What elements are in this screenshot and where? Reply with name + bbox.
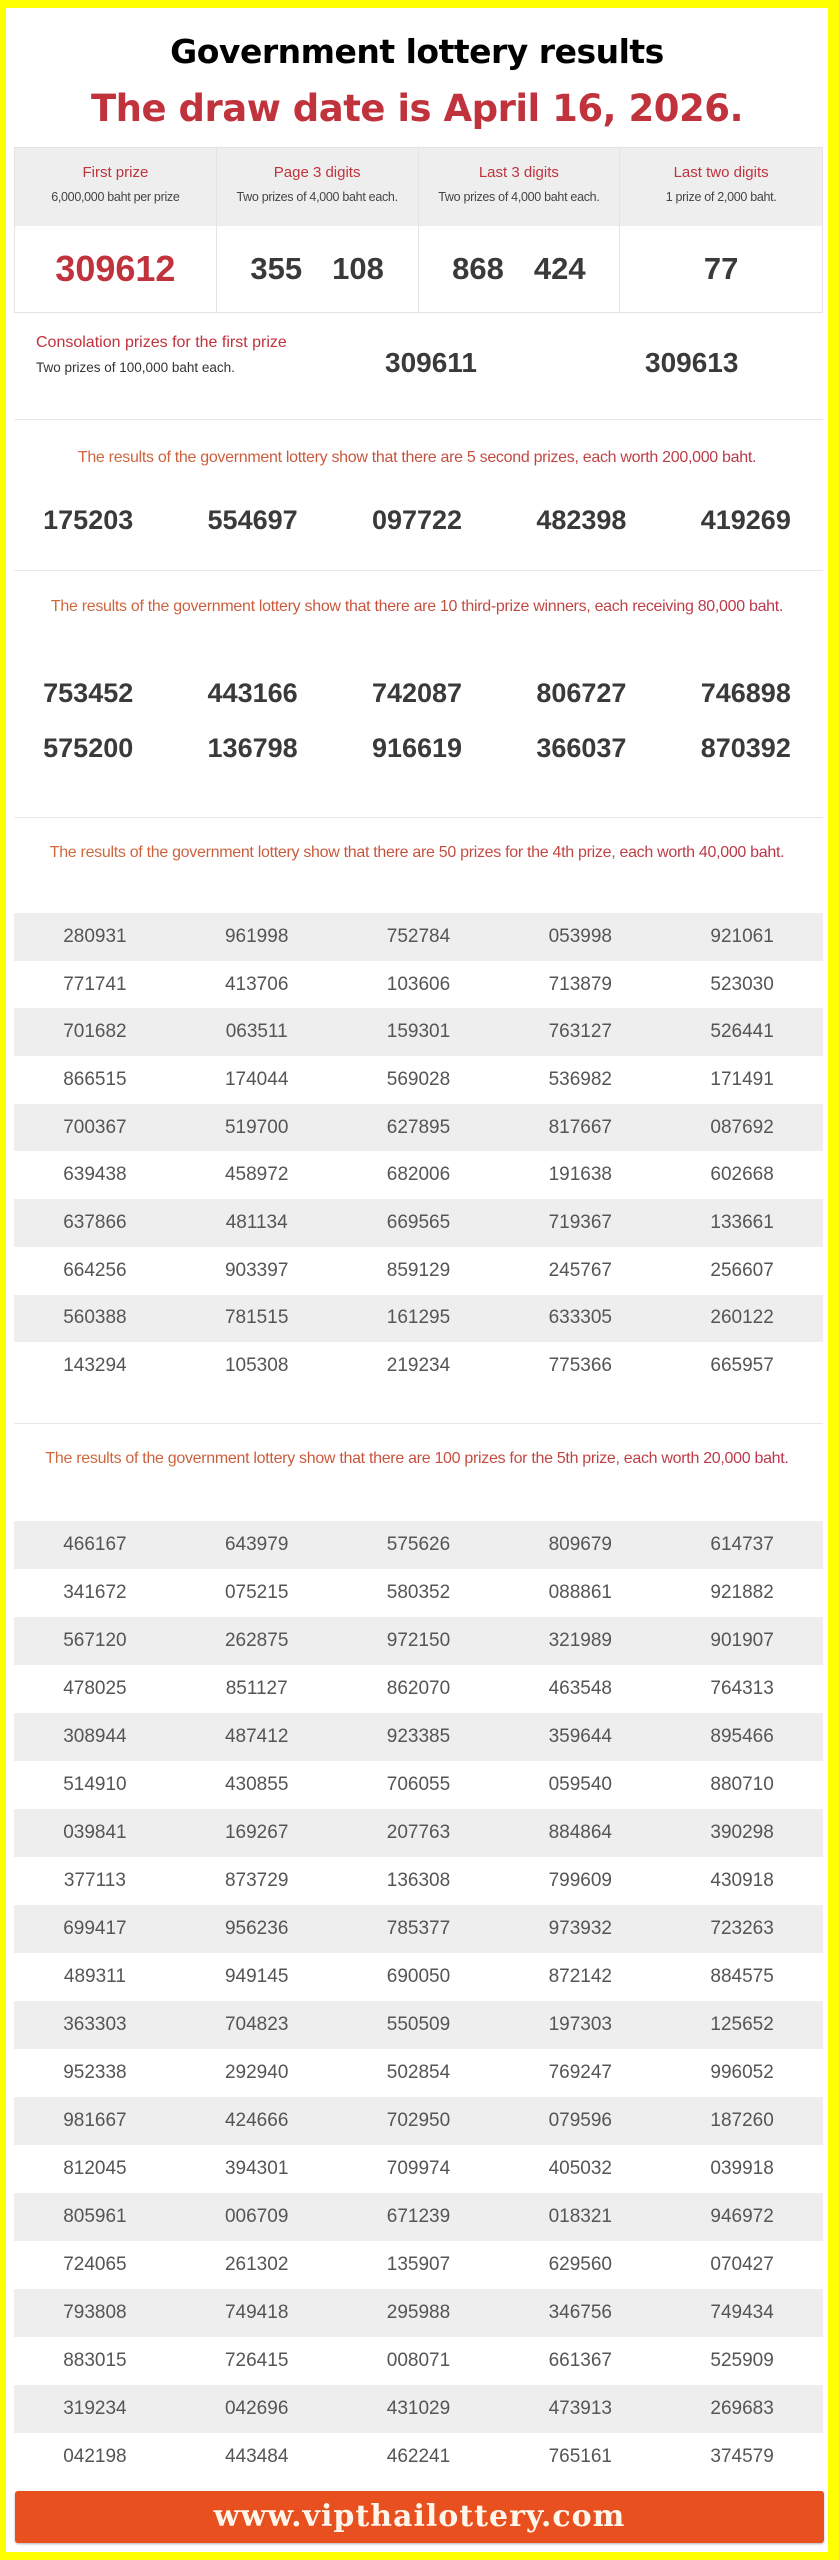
prize-number: 550509: [386, 2014, 451, 2035]
prize-number: 463548: [548, 1678, 612, 1699]
prize-number: 949145: [224, 1966, 289, 1987]
header-sub: 6,000,000 baht per prize: [51, 190, 180, 204]
prize-number: 884575: [710, 1966, 774, 1987]
prize-number: 575626: [386, 1534, 451, 1555]
prize-number: 430855: [224, 1774, 289, 1795]
table-row: [14, 961, 823, 1009]
prize-number: 394301: [224, 2158, 289, 2179]
fifth-prize-description: The results of the government lottery show that there are 100 prizes for the 5th prize, each worth 20,000 baht.: [18, 1446, 816, 1471]
table-row: [14, 1056, 823, 1104]
prize-number: 018321: [548, 2206, 612, 2227]
table-row: [14, 1761, 823, 1809]
prize-number: 261302: [224, 2254, 289, 2275]
table-row: [14, 1617, 823, 1665]
prize-number: 785377: [386, 1918, 451, 1939]
table-row: [14, 1713, 823, 1761]
prize-number: 419269: [700, 505, 791, 535]
prize-number: 292940: [224, 2062, 289, 2083]
prize-number: 525909: [710, 2350, 774, 2371]
results-page: [6, 8, 828, 2552]
prize-number: 059540: [548, 1774, 612, 1795]
prize-number: 868: [452, 251, 504, 286]
last-3-digits-header: [419, 148, 621, 226]
table-row: [14, 1342, 823, 1390]
prize-number: 377113: [63, 1870, 126, 1891]
consolation-label: Consolation prizes for the first prize: [36, 334, 287, 351]
prize-number: 749434: [710, 2302, 774, 2323]
prize-number: 187260: [710, 2110, 774, 2131]
prize-number: 643979: [224, 1534, 289, 1555]
prize-number: 097722: [371, 505, 463, 535]
header-label: Page 3 digits: [273, 164, 361, 181]
prize-number: 866515: [63, 1068, 127, 1090]
prize-number: 903397: [224, 1259, 289, 1281]
divider: [14, 1423, 823, 1424]
header-label: Last two digits: [673, 164, 769, 181]
top-prizes-table: [14, 147, 823, 313]
last-2-digits-header: [620, 148, 822, 226]
prize-number: 489311: [63, 1966, 126, 1987]
prize-number: 633305: [548, 1307, 612, 1329]
prize-number: 637866: [63, 1211, 127, 1233]
prize-number: 536982: [548, 1068, 612, 1090]
prize-number: 956236: [224, 1918, 289, 1939]
table-row: [14, 2097, 823, 2145]
table-row: [14, 1295, 823, 1343]
prize-number: 079596: [548, 2110, 612, 2131]
prize-number: 191638: [548, 1164, 612, 1186]
prize-number: 805961: [63, 2206, 127, 2227]
prize-number: 143294: [63, 1355, 127, 1377]
prize-number: 133661: [710, 1211, 774, 1233]
prize-number: 973932: [548, 1918, 612, 1939]
prize-number: 946972: [710, 2206, 774, 2227]
prize-number: 171491: [710, 1068, 774, 1090]
front-3-digits-cell: [217, 226, 419, 312]
prize-number: 219234: [386, 1355, 451, 1377]
prize-number: 629560: [548, 2254, 612, 2275]
prize-number: 704823: [224, 2014, 289, 2035]
prize-number: 923385: [386, 1726, 451, 1747]
prize-number: 764313: [710, 1678, 774, 1699]
table-row: [14, 2193, 823, 2241]
prize-number: 341672: [63, 1582, 127, 1603]
prize-number: 280931: [63, 925, 127, 947]
prize-number: 862070: [386, 1678, 451, 1699]
prize-number: 873729: [224, 1870, 289, 1891]
first-prize-cell: [15, 226, 217, 312]
table-row: [14, 913, 823, 961]
prize-number: 952338: [63, 2062, 127, 2083]
prize-number: 260122: [710, 1307, 774, 1329]
prize-number: 006709: [224, 2206, 289, 2227]
prize-number: 466167: [63, 1534, 127, 1555]
prize-number: 053998: [548, 925, 612, 947]
divider: [14, 570, 823, 571]
prize-number: 709974: [386, 2158, 451, 2179]
prize-number: 519700: [224, 1116, 289, 1138]
prize-number: 961998: [224, 925, 289, 947]
divider: [14, 817, 823, 818]
prize-number: 136798: [207, 733, 298, 763]
header-sub: 1 prize of 2,000 baht.: [665, 190, 777, 204]
first-prize-number: 309612: [55, 248, 176, 289]
prize-number: 569028: [386, 1068, 451, 1090]
prize-number: 159301: [386, 1021, 451, 1043]
table-row: [14, 1665, 823, 1713]
consolation-sub: Two prizes of 100,000 baht each.: [36, 360, 235, 375]
prize-number: 706055: [386, 1774, 451, 1795]
prize-number: 319234: [63, 2398, 127, 2419]
table-row: [14, 1008, 823, 1056]
consolation-prizes: [6, 326, 828, 396]
prize-number: 355: [250, 251, 303, 286]
table-row: [14, 1521, 823, 1569]
prize-number: 487412: [224, 1726, 289, 1747]
prize-number: 087692: [710, 1116, 774, 1138]
prize-number: 462241: [386, 2446, 451, 2467]
prize-number: 765161: [548, 2446, 612, 2467]
prize-number: 063511: [225, 1021, 288, 1043]
prize-number: 262875: [224, 1630, 289, 1651]
prize-number: 424: [533, 251, 586, 286]
prize-number: 039841: [63, 1822, 127, 1843]
prize-number: 981667: [63, 2110, 127, 2131]
prize-number: 627895: [386, 1116, 451, 1138]
table-row: [14, 2001, 823, 2049]
prize-number: 859129: [386, 1259, 451, 1281]
prize-number: 682006: [386, 1164, 451, 1186]
prize-number: 602668: [710, 1164, 774, 1186]
prize-number: 775366: [548, 1355, 612, 1377]
prize-number: 719367: [548, 1211, 612, 1233]
prize-number: 726415: [224, 2350, 289, 2371]
first-prize-header: [15, 148, 217, 226]
table-row: [14, 2337, 823, 2385]
prize-number: 108: [332, 251, 384, 286]
prize-number: 883015: [63, 2350, 127, 2371]
table-row: [14, 1905, 823, 1953]
prize-number: 560388: [63, 1307, 127, 1329]
prize-number: 724065: [63, 2254, 127, 2275]
prize-number: 763127: [548, 1021, 612, 1043]
table-row: [14, 1857, 823, 1905]
prize-number: 614737: [710, 1534, 774, 1555]
prize-number: 514910: [63, 1774, 127, 1795]
prize-number: 366037: [536, 733, 627, 763]
prize-number: 809679: [548, 1534, 612, 1555]
website-banner[interactable]: www.vipthailottery.com: [15, 2491, 824, 2543]
header-sub: Two prizes of 4,000 baht each.: [236, 190, 398, 204]
prize-number: 567120: [63, 1630, 127, 1651]
table-row: [14, 2049, 823, 2097]
prize-number: 921061: [710, 925, 774, 947]
prize-number: 799609: [548, 1870, 612, 1891]
table-row: [14, 2433, 823, 2481]
prize-number: 742087: [371, 678, 463, 708]
second-prize-numbers: [6, 493, 828, 548]
prize-number: 671239: [386, 2206, 451, 2227]
prize-number: 749418: [224, 2302, 289, 2323]
prize-number: 895466: [710, 1726, 774, 1747]
prize-number: 669565: [386, 1211, 451, 1233]
prize-number: 175203: [43, 505, 134, 535]
prize-number: 812045: [63, 2158, 127, 2179]
prize-number: 851127: [225, 1678, 288, 1699]
prize-number: 174044: [224, 1068, 289, 1090]
prize-number: 431029: [386, 2398, 451, 2419]
prize-number: 713879: [548, 973, 612, 995]
divider: [14, 419, 823, 420]
prize-number: 008071: [386, 2350, 451, 2371]
prize-number: 161295: [386, 1307, 451, 1329]
table-row: [14, 2145, 823, 2193]
fifth-prize-table: [14, 1521, 823, 2481]
prize-number: 690050: [386, 1966, 451, 1987]
prize-number: 661367: [548, 2350, 612, 2371]
table-row: [14, 2289, 823, 2337]
prize-number: 424666: [224, 2110, 289, 2131]
prize-number: 346756: [548, 2302, 612, 2323]
prize-number: 374579: [710, 2446, 774, 2467]
prize-number: 699417: [63, 1918, 127, 1939]
prize-number: 125652: [710, 2014, 774, 2035]
prize-number: 458972: [224, 1164, 289, 1186]
prize-number: 105308: [224, 1355, 289, 1377]
prize-number: 070427: [710, 2254, 774, 2275]
table-row: [14, 1151, 823, 1199]
prize-number: 245767: [548, 1259, 612, 1281]
prize-number: 554697: [207, 505, 298, 535]
prize-number: 870392: [700, 733, 791, 763]
prize-number: 639438: [63, 1164, 127, 1186]
header-label: Last 3 digits: [478, 164, 559, 181]
prize-number: 771741: [63, 973, 127, 995]
prize-number: 523030: [710, 973, 774, 995]
prize-number: 769247: [548, 2062, 612, 2083]
prize-number: 872142: [548, 1966, 612, 1987]
last-3-digits-cell: [419, 226, 621, 312]
prize-number: 295988: [386, 2302, 451, 2323]
prize-number: 482398: [536, 505, 627, 535]
prize-number: 526441: [710, 1021, 774, 1043]
prize-number: 817667: [548, 1116, 612, 1138]
header-sub: Two prizes of 4,000 baht each.: [438, 190, 600, 204]
prize-number: 135907: [386, 2254, 451, 2275]
prize-number: 884864: [548, 1822, 612, 1843]
consolation-number: 309613: [645, 347, 739, 378]
prize-number: 207763: [386, 1822, 451, 1843]
prize-number: 996052: [710, 2062, 774, 2083]
prize-number: 042696: [224, 2398, 289, 2419]
table-row: [14, 1569, 823, 1617]
prize-number: 390298: [710, 1822, 774, 1843]
prize-number: 880710: [710, 1774, 774, 1795]
prize-number: 702950: [386, 2110, 451, 2131]
prize-number: 580352: [386, 1582, 451, 1603]
front-3-digits-header: [217, 148, 419, 226]
table-row: [14, 1104, 823, 1152]
prize-number: 308944: [63, 1726, 127, 1747]
third-prize-numbers: [6, 666, 828, 776]
prize-number: 473913: [548, 2398, 612, 2419]
table-row: [14, 1953, 823, 2001]
table-row: [14, 2241, 823, 2289]
prize-number: 430918: [710, 1870, 774, 1891]
prize-number: 665957: [710, 1355, 774, 1377]
prize-number: 921882: [710, 1582, 774, 1603]
prize-number: 413706: [224, 973, 289, 995]
prize-number: 197303: [548, 2014, 612, 2035]
prize-number: 075215: [224, 1582, 289, 1603]
prize-number: 746898: [700, 678, 791, 708]
prize-number: 042198: [63, 2446, 127, 2467]
prize-number: 321989: [548, 1630, 612, 1651]
prize-number: 664256: [63, 1259, 127, 1281]
prize-number: 723263: [710, 1918, 774, 1939]
table-row: [14, 1199, 823, 1247]
second-prize-description: The results of the government lottery show that there are 5 second prizes, each worth 200,000 baht.: [18, 445, 816, 470]
prize-number: 405032: [548, 2158, 612, 2179]
third-prize-description: The results of the government lottery show that there are 10 third-prize winners, each receiving 80,000 baht.: [18, 594, 816, 619]
table-row: [14, 1247, 823, 1295]
prize-number: 502854: [386, 2062, 451, 2083]
prize-number: 575200: [43, 733, 134, 763]
prize-number: 443484: [224, 2446, 289, 2467]
prize-number: 443166: [207, 678, 298, 708]
page-title: Government lottery results: [170, 32, 664, 71]
prize-number: 359644: [548, 1726, 612, 1747]
fourth-prize-description: The results of the government lottery show that there are 50 prizes for the 4th prize, each worth 40,000 baht.: [18, 840, 816, 865]
table-row: [14, 1809, 823, 1857]
prize-number: 901907: [710, 1630, 774, 1651]
draw-date: The draw date is April 16, 2026.: [90, 87, 744, 130]
last-2-digits-cell: [620, 226, 822, 312]
prize-number: 916619: [371, 733, 463, 763]
prize-number: 481134: [225, 1211, 288, 1233]
prize-number: 169267: [224, 1822, 289, 1843]
consolation-number: 309611: [385, 347, 477, 378]
prize-number: 103606: [386, 973, 451, 995]
fourth-prize-table: [14, 913, 823, 1390]
prize-number: 806727: [536, 678, 627, 708]
prize-number: 781515: [224, 1307, 289, 1329]
prize-number: 752784: [386, 925, 451, 947]
prize-number: 77: [703, 251, 739, 286]
prize-number: 269683: [710, 2398, 774, 2419]
prize-number: 972150: [386, 1630, 451, 1651]
prize-number: 088861: [548, 1582, 612, 1603]
prize-number: 701682: [63, 1021, 127, 1043]
header-label: First prize: [82, 164, 149, 181]
prize-number: 363303: [63, 2014, 127, 2035]
prize-number: 478025: [63, 1678, 127, 1699]
prize-number: 793808: [63, 2302, 127, 2323]
prize-number: 136308: [386, 1870, 451, 1891]
table-row: [14, 2385, 823, 2433]
prize-number: 039918: [710, 2158, 774, 2179]
prize-number: 753452: [43, 678, 134, 708]
prize-number: 700367: [63, 1116, 127, 1138]
prize-number: 256607: [710, 1259, 774, 1281]
